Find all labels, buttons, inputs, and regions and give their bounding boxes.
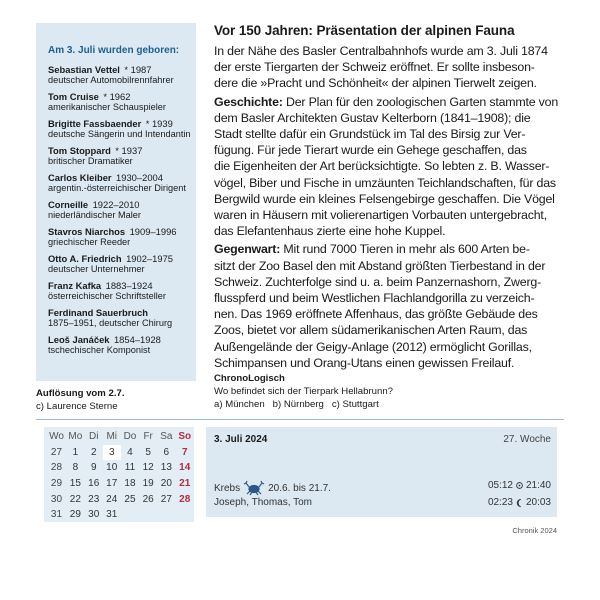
paragraph-line: dem Basler Architekten Gustav Kelterborn (1841–1908); die [214, 110, 531, 125]
calendar-day: 17 [106, 478, 118, 490]
calendar-day: 30 [88, 509, 100, 521]
calendar-day: 19 [142, 478, 154, 490]
quiz-options: a) München b) Nürnberg c) Stuttgart [214, 399, 379, 410]
calendar-week-row [47, 507, 194, 523]
sunset: 21:40 [525, 480, 551, 491]
calendar-day: 23 [88, 493, 100, 505]
quiz-title: ChronoLogisch [214, 373, 285, 384]
person-description: deutsche Sängerin und Intendantin [48, 129, 191, 139]
calendar-day: 2 [90, 446, 97, 458]
person-years: 1922–2010 [92, 199, 140, 210]
person-name: Carlos Kleiber [48, 172, 112, 183]
person-years: * 1962 [103, 91, 131, 102]
calendar-day: 13 [160, 462, 172, 474]
article-intro [214, 43, 558, 92]
calendar-day: 18 [124, 478, 136, 490]
paragraph-lead: Gegenwart: [214, 242, 281, 257]
person-years: 1854–1928 [113, 334, 161, 345]
calendar-day: 6 [163, 446, 170, 458]
calendar-day: 10 [106, 462, 118, 474]
person-description: österreichischer Schriftsteller [48, 291, 166, 301]
person-name: Sebastian Vettel [48, 64, 120, 75]
paragraph-line: In der Nähe des Basler Centralbahnhofs wurde am 3. Juli 1874 [214, 44, 548, 58]
person-name: Leoš Janáček [48, 334, 110, 345]
calendar-weekday-header: Wo [49, 431, 64, 443]
calendar-day: 7 [181, 446, 188, 458]
calendar-day: 15 [69, 478, 81, 490]
person-name: Stavros Niarchos [48, 226, 126, 237]
calendar-weekday-header: So [178, 431, 192, 443]
name-days: Joseph, Thomas, Tom [214, 497, 313, 508]
paragraph-line: das Elefantenhaus zierte eine hohe Kuppel. [214, 224, 446, 239]
person-description: argentin.-österreichischer Dirigent [48, 183, 186, 193]
article [214, 23, 558, 373]
person-years: 1902–1975 [126, 253, 174, 264]
calendar-week-row [47, 460, 194, 476]
day-info [206, 427, 557, 517]
paragraph-first-line [214, 94, 558, 110]
moon-icon [515, 498, 524, 508]
calendar-day: 5 [145, 446, 151, 458]
person-years: 1930–2004 [116, 172, 163, 183]
calendar-day: 3 [103, 445, 121, 461]
birthday-entry [48, 225, 196, 248]
person-name: Corneille [48, 199, 89, 210]
person-description: deutscher Automobilrennfahrer [48, 75, 174, 85]
calendar-day: 31 [106, 509, 118, 521]
week-number: 27. Woche [503, 434, 551, 445]
footer-label: Chronik 2024 [512, 526, 557, 535]
moon-times [488, 497, 551, 508]
quiz-question: Wo befindet sich der Tierpark Hellabrunn? [214, 386, 394, 397]
birthday-entry [48, 279, 196, 302]
person-name: Tom Cruise [48, 91, 99, 102]
calendar-day: 8 [72, 462, 79, 474]
paragraph-line: vögel, Biber und Fische in umzäunten Teichlandschaften, für das [214, 175, 556, 190]
calendar-day: 16 [88, 478, 100, 490]
calendar-week-row [47, 476, 194, 492]
birthday-entry [48, 90, 196, 113]
person-description: tschechischer Komponist [48, 345, 151, 355]
paragraph-line: Schimpansen und Orang-Utans einen gewissen Freilauf. [214, 355, 515, 370]
calendar-day: 22 [69, 493, 81, 505]
paragraph-line: die Eigenheiten der Art berücksichtigte. So lebten z. B. Wasser- [214, 159, 550, 174]
calendar-day: 28 [179, 493, 191, 505]
birthday-entry [48, 117, 196, 140]
person-name: Tom Stoppard [48, 145, 111, 156]
person-years: * 1939 [145, 118, 173, 129]
person-description: amerikanischer Schauspieler [48, 102, 166, 112]
paragraph-line: Stadt stellte dafür ein Grundstück im Tal des Birsig zur Ver- [214, 127, 526, 142]
divider [36, 419, 564, 420]
birthday-entry [48, 252, 196, 275]
person-years: 1909–1996 [129, 226, 177, 237]
calendar-day [175, 507, 194, 523]
birthday-entry [48, 171, 196, 194]
calendar-weekday-header: Mi [106, 431, 118, 443]
birthday-entry [48, 144, 196, 167]
paragraph-line: flusspferd und beim Westlichen Flachlandgorilla zu verzeich- [214, 291, 535, 306]
person-name: Franz Kafka [48, 280, 102, 291]
calendar-day: 4 [127, 446, 133, 458]
paragraph-line: der erste Tiergarten der Schweiz eröffnet. Er sollte insbeson- [214, 60, 535, 75]
person-description: 1875–1951, deutscher Chirurg [48, 318, 173, 328]
birthdays-list [48, 63, 196, 356]
paragraph-text: Der Plan für den zoologischen Garten stammte von [282, 94, 559, 109]
calendar-day: 20 [160, 478, 172, 490]
calendar-weekday-header: Fr [143, 431, 153, 443]
resolution-title: Auflösung vom 2.7. [36, 388, 125, 399]
birthday-entry [48, 63, 196, 86]
calendar-weekday-header: Sa [160, 431, 173, 443]
person-name: Otto A. Friedrich [48, 253, 122, 264]
birthday-entry [48, 333, 196, 356]
month-calendar [44, 427, 194, 522]
calendar-day: 11 [124, 462, 136, 474]
calendar-week-number: 29 [50, 478, 63, 490]
zodiac-range: 20.6. bis 21.7. [268, 482, 331, 494]
birthday-entry [48, 306, 196, 329]
paragraph-text: Mit rund 7000 Tieren in mehr als 600 Arten be- [280, 242, 530, 257]
resolution-answer: c) Laurence Sterne [36, 401, 118, 412]
calendar-week-number: 28 [50, 462, 63, 474]
person-description: griechischer Reeder [48, 237, 131, 247]
person-years: 1883–1924 [105, 280, 153, 291]
calendar-day [139, 507, 157, 523]
paragraph-line: Zoos, bietet vor allem südamerikanischen Arten Raum, das [214, 323, 528, 338]
calendar-day: 9 [90, 462, 97, 474]
calendar-day: 29 [69, 509, 81, 521]
day-date: 3. Juli 2024 [214, 434, 268, 445]
paragraph-line: nen. Das 1969 eröffnete Affenhaus, das größte Gebäude des [214, 307, 538, 322]
calendar-week-row [47, 491, 194, 507]
sun-times [488, 480, 551, 491]
paragraph-line: waren in Häusern mit volierenartigen Vorbauten untergebracht, [214, 208, 547, 223]
calendar-day: 12 [142, 462, 154, 474]
paragraph-line: Bergwild wurde ein kleines Felsengebirge geschaffen. Die Vögel [214, 191, 555, 206]
person-description: niederländischer Maler [48, 210, 141, 220]
birthday-entry [48, 198, 196, 221]
moonrise: 02:23 [487, 497, 513, 508]
article-title: Vor 150 Jahren: Präsentation der alpinen Fauna [214, 23, 515, 38]
calendar-weekday-header: Di [89, 431, 99, 443]
paragraph-line: dere die »Pracht und Schönheit« der alpinen Tierwelt zeigen. [214, 76, 537, 91]
article-history [214, 94, 558, 240]
calendar-day: 24 [106, 493, 118, 505]
calendar-week-number: 30 [50, 493, 63, 505]
calendar-day: 26 [142, 493, 154, 505]
person-years: * 1937 [115, 145, 143, 156]
birthdays-heading: Am 3. Juli wurden geboren: [48, 45, 180, 56]
calendar-week-number: 27 [50, 446, 63, 458]
person-name: Ferdinand Sauerbruch [48, 307, 149, 318]
crab-icon [243, 480, 265, 496]
calendar-day: 14 [179, 462, 191, 474]
paragraph-line: Schweiz. Zuchterfolge sind u. a. beim Panzernashorn, Zwerg- [214, 274, 542, 289]
calendar-week-row [47, 445, 194, 461]
calendar-week-number: 31 [50, 509, 63, 521]
calendar-day: 21 [179, 478, 191, 490]
calendar-day: 27 [160, 493, 172, 505]
sun-icon [515, 481, 524, 490]
birthdays-sidebar [36, 23, 196, 381]
paragraph-line: Außengelände der Geigy-Anlage (2012) ermöglicht Gorillas, [214, 339, 532, 354]
person-description: deutscher Unternehmer [48, 264, 145, 274]
person-name: Brigitte Fassbaender [48, 118, 142, 129]
paragraph-line: sitzt der Zoo Basel den mit Abstand größten Tierbestand in der [214, 258, 546, 273]
calendar-day [121, 507, 139, 523]
sunrise: 05:12 [487, 480, 513, 491]
calendar-weekday-header: Do [123, 431, 137, 443]
calendar-day: 1 [72, 446, 79, 458]
calendar-weekday-header: Mo [68, 431, 83, 443]
person-years: * 1987 [124, 64, 152, 75]
zodiac-name: Krebs [214, 482, 241, 494]
calendar-day [157, 507, 175, 523]
calendar-day: 25 [124, 493, 136, 505]
paragraph-line: fügung. Für jede Tierart wurde ein Gehege geschaffen, das [214, 143, 527, 158]
paragraph-first-line [214, 241, 558, 257]
person-description: britischer Dramatiker [48, 156, 133, 166]
paragraph-lead: Geschichte: [214, 94, 283, 109]
resolution [36, 388, 125, 412]
quiz [214, 373, 393, 410]
moonset: 20:03 [525, 497, 551, 508]
article-present [214, 241, 558, 371]
zodiac [214, 480, 331, 496]
